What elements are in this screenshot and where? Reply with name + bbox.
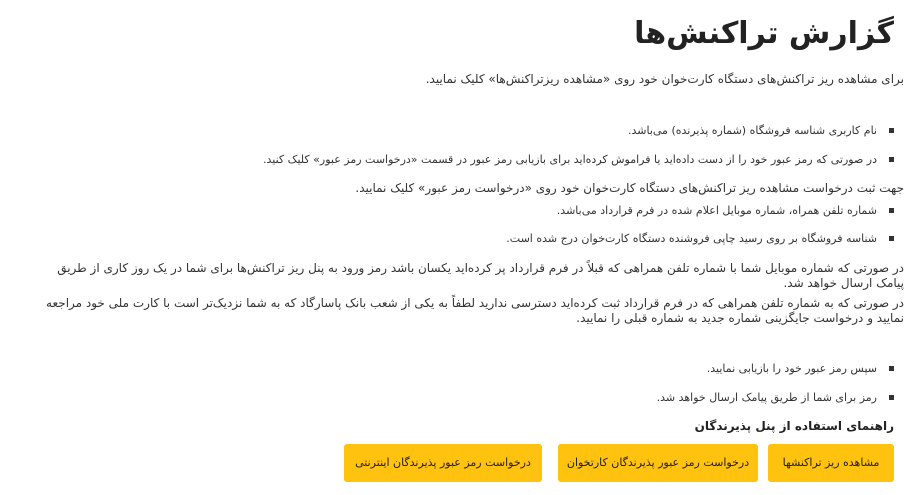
- list-item: [20, 123, 894, 139]
- list-item-text: رمز برای شما از طریق پیامک ارسال خواهد شد.: [656, 391, 877, 404]
- pos-password-request-button[interactable]: درخواست رمز عبور پذیرندگان کارتخوان: [558, 444, 758, 482]
- bullet-icon: [889, 208, 894, 213]
- request-text: جهت ثبت درخواست مشاهده ریز تراکنش‌های دستگاه کارت‌خوان خود روی «درخواست رمز عبور» کلیک نمایید.: [355, 181, 904, 195]
- internet-password-request-button[interactable]: درخواست رمز عبور پذیرندگان اینترنتی: [344, 444, 542, 482]
- bullet-icon: [889, 157, 894, 162]
- bullet-icon: [889, 366, 894, 371]
- list-item-text: شناسه فروشگاه بر روی رسید چاپی فروشنده دستگاه کارت‌خوان درج شده است.: [506, 232, 877, 245]
- intro-text: برای مشاهده ریز تراکنش‌های دستگاه کارت‌خوان خود روی «مشاهده ریزتراکنش‌ها» کلیک نمایید.: [425, 72, 904, 86]
- list-item: [20, 152, 894, 168]
- list-item-text: نام کاربری شناسه فروشگاه (شماره پذیرنده) می‌باشد.: [627, 124, 877, 137]
- guide-heading: راهنمای استفاده از پنل پذیرندگان: [694, 419, 894, 433]
- branch-paragraph-line2: نمایید و درخواست جایگزینی شماره جدید به شماره قبلی را نمایید.: [576, 311, 904, 325]
- sms-paragraph-line2: پیامک ارسال خواهد شد.: [783, 276, 904, 290]
- list-item: [20, 231, 894, 247]
- bullet-icon: [889, 128, 894, 133]
- list-item-text: شماره تلفن همراه، شماره موبایل اعلام شده در فرم قرارداد می‌باشد.: [556, 204, 877, 217]
- view-transactions-button[interactable]: مشاهده ریز تراکنشها: [768, 444, 894, 482]
- list-item: [20, 203, 894, 219]
- list-item-text: سپس رمز عبور خود را بازیابی نمایید.: [706, 362, 877, 375]
- bullet-icon: [889, 236, 894, 241]
- list-item: [20, 390, 894, 406]
- sms-paragraph-line1: در صورتی که شماره موبایل شما با شماره تلفن همراهی که قبلاً در فرم قرارداد پر کرده‌اید یکسان باشد رمز ورود به پنل ریز تراکنش‌ها برای شما در یک روز کاری از طریق: [57, 261, 904, 275]
- branch-paragraph-line1: در صورتی که به شماره تلفن همراهی که در فرم قرارداد ثبت کرده‌اید دسترسی ندارید لطفاً به یکی از شعب بانک پاسارگاد که به شما نزدیک‌تر است با کارت ملی خود مراجعه: [46, 296, 904, 310]
- list-item-text: در صورتی که رمز عبور خود را از دست داده‌اید یا فراموش کرده‌اید برای بازیابی رمز عبور در قسمت «درخواست رمز عبور» کلیک کنید.: [262, 153, 877, 166]
- bullet-icon: [889, 395, 894, 400]
- page-title: گزارش تراکنش‌ها: [634, 16, 894, 51]
- list-item: [20, 361, 894, 377]
